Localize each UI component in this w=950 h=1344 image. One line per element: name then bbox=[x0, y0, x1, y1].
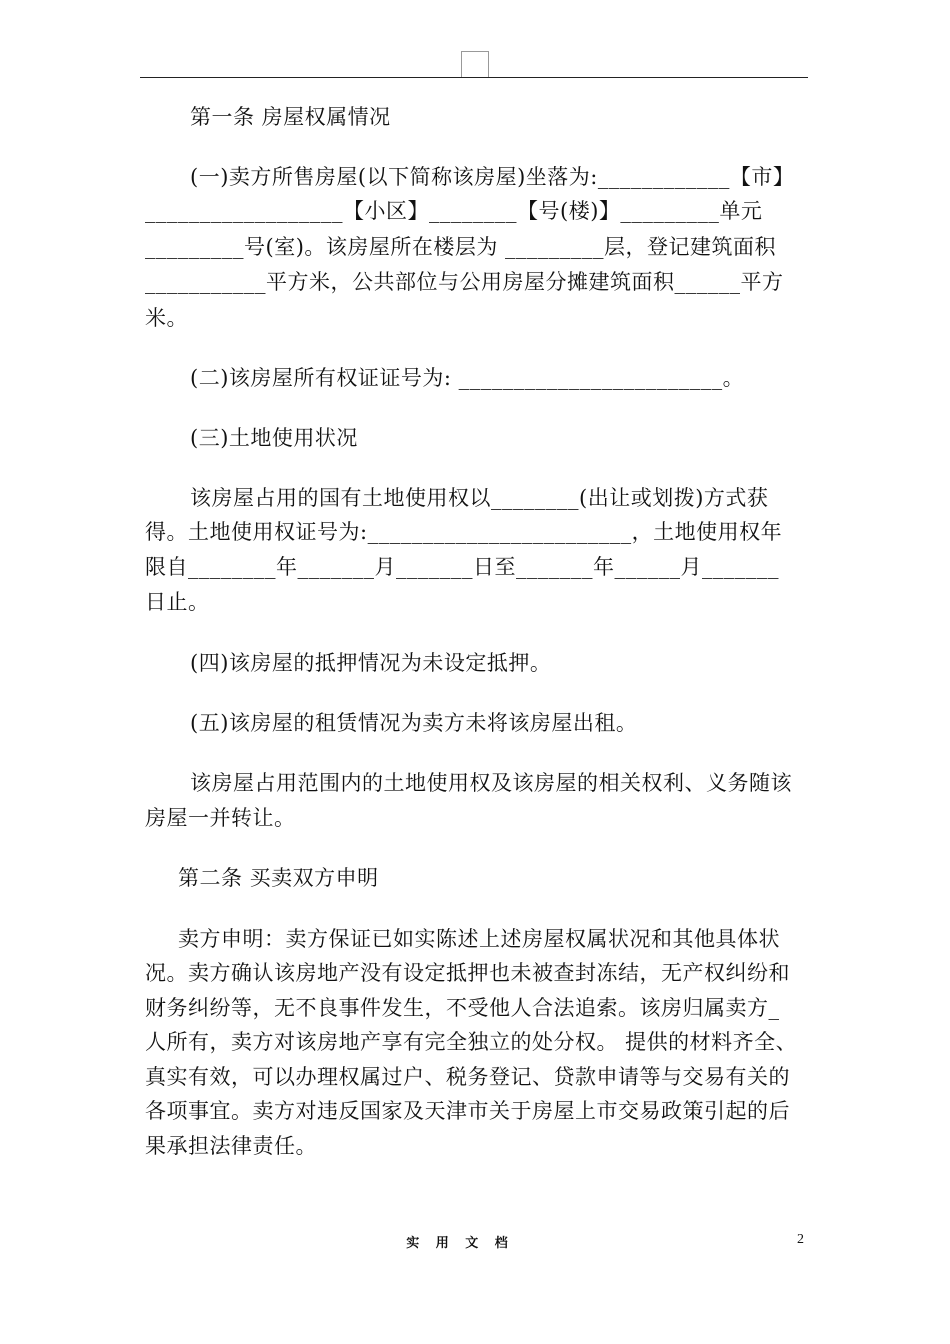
clause-4: (四)该房屋的抵押情况为未设定抵押。 bbox=[190, 651, 552, 675]
seller-statement-line-4: 人所有，卖方对该房地产享有完全独立的处分权。 提供的材料齐全、 bbox=[145, 1030, 798, 1054]
clause-1-line-4: ___________平方米，公共部位与公用房屋分摊建筑面积______平方 bbox=[145, 270, 784, 294]
clause-2: (二)该房屋所有权证证号为: ________________________。 bbox=[190, 366, 745, 390]
clause-3-line-3: 限自________年_______月_______日至_______年______月_______ bbox=[145, 555, 779, 579]
clause-3-line-2: 得。土地使用权证号为:________________________，土地使用权年 bbox=[145, 520, 783, 544]
clause-3-line-1: 该房屋占用的国有土地使用权以________(出让或划拨)方式获 bbox=[190, 486, 769, 510]
clause-3-line-4: 日止。 bbox=[145, 590, 210, 614]
seller-statement-line-3: 财务纠纷等，无不良事件发生，不受他人合法追索。该房归属卖方_ bbox=[145, 996, 780, 1020]
seller-statement-line-7: 果承担法律责任。 bbox=[145, 1134, 317, 1158]
clause-1-line-2: __________________【小区】________【号(楼)】_________单元 bbox=[145, 199, 763, 223]
seller-statement-line-5: 真实有效，可以办理权属过户、税务登记、贷款申请等与交易有关的 bbox=[145, 1065, 790, 1089]
seller-statement-line-6: 各项事宜。卖方对违反国家及天津市关于房屋上市交易政策引起的后 bbox=[145, 1099, 790, 1123]
article-2-title: 第二条 买卖双方申明 bbox=[178, 866, 379, 890]
clause-3-title: (三)土地使用状况 bbox=[190, 426, 358, 450]
footer-label: 实 用 文 档 bbox=[406, 1236, 514, 1251]
article-1-title: 第一条 房屋权属情况 bbox=[190, 105, 391, 129]
header-box bbox=[461, 51, 489, 78]
seller-statement-line-1: 卖方申明：卖方保证已如实陈述上述房屋权属状况和其他具体状 bbox=[178, 927, 780, 951]
clause-1-line-1: (一)卖方所售房屋(以下简称该房屋)坐落为:____________【市】 bbox=[190, 165, 795, 189]
transfer-line-2: 房屋一并转让。 bbox=[145, 806, 296, 830]
seller-statement-line-2: 况。卖方确认该房地产没有设定抵押也未被查封冻结，无产权纠纷和 bbox=[145, 961, 790, 985]
clause-1-line-5: 米。 bbox=[145, 306, 188, 330]
page-number: 2 bbox=[797, 1232, 804, 1247]
header-rule bbox=[140, 77, 808, 78]
transfer-line-1: 该房屋占用范围内的土地使用权及该房屋的相关权利、义务随该 bbox=[190, 771, 792, 795]
clause-1-line-3: _________号(室)。该房屋所在楼层为 _________层，登记建筑面积 bbox=[145, 235, 777, 259]
clause-5: (五)该房屋的租赁情况为卖方未将该房屋出租。 bbox=[190, 711, 638, 735]
